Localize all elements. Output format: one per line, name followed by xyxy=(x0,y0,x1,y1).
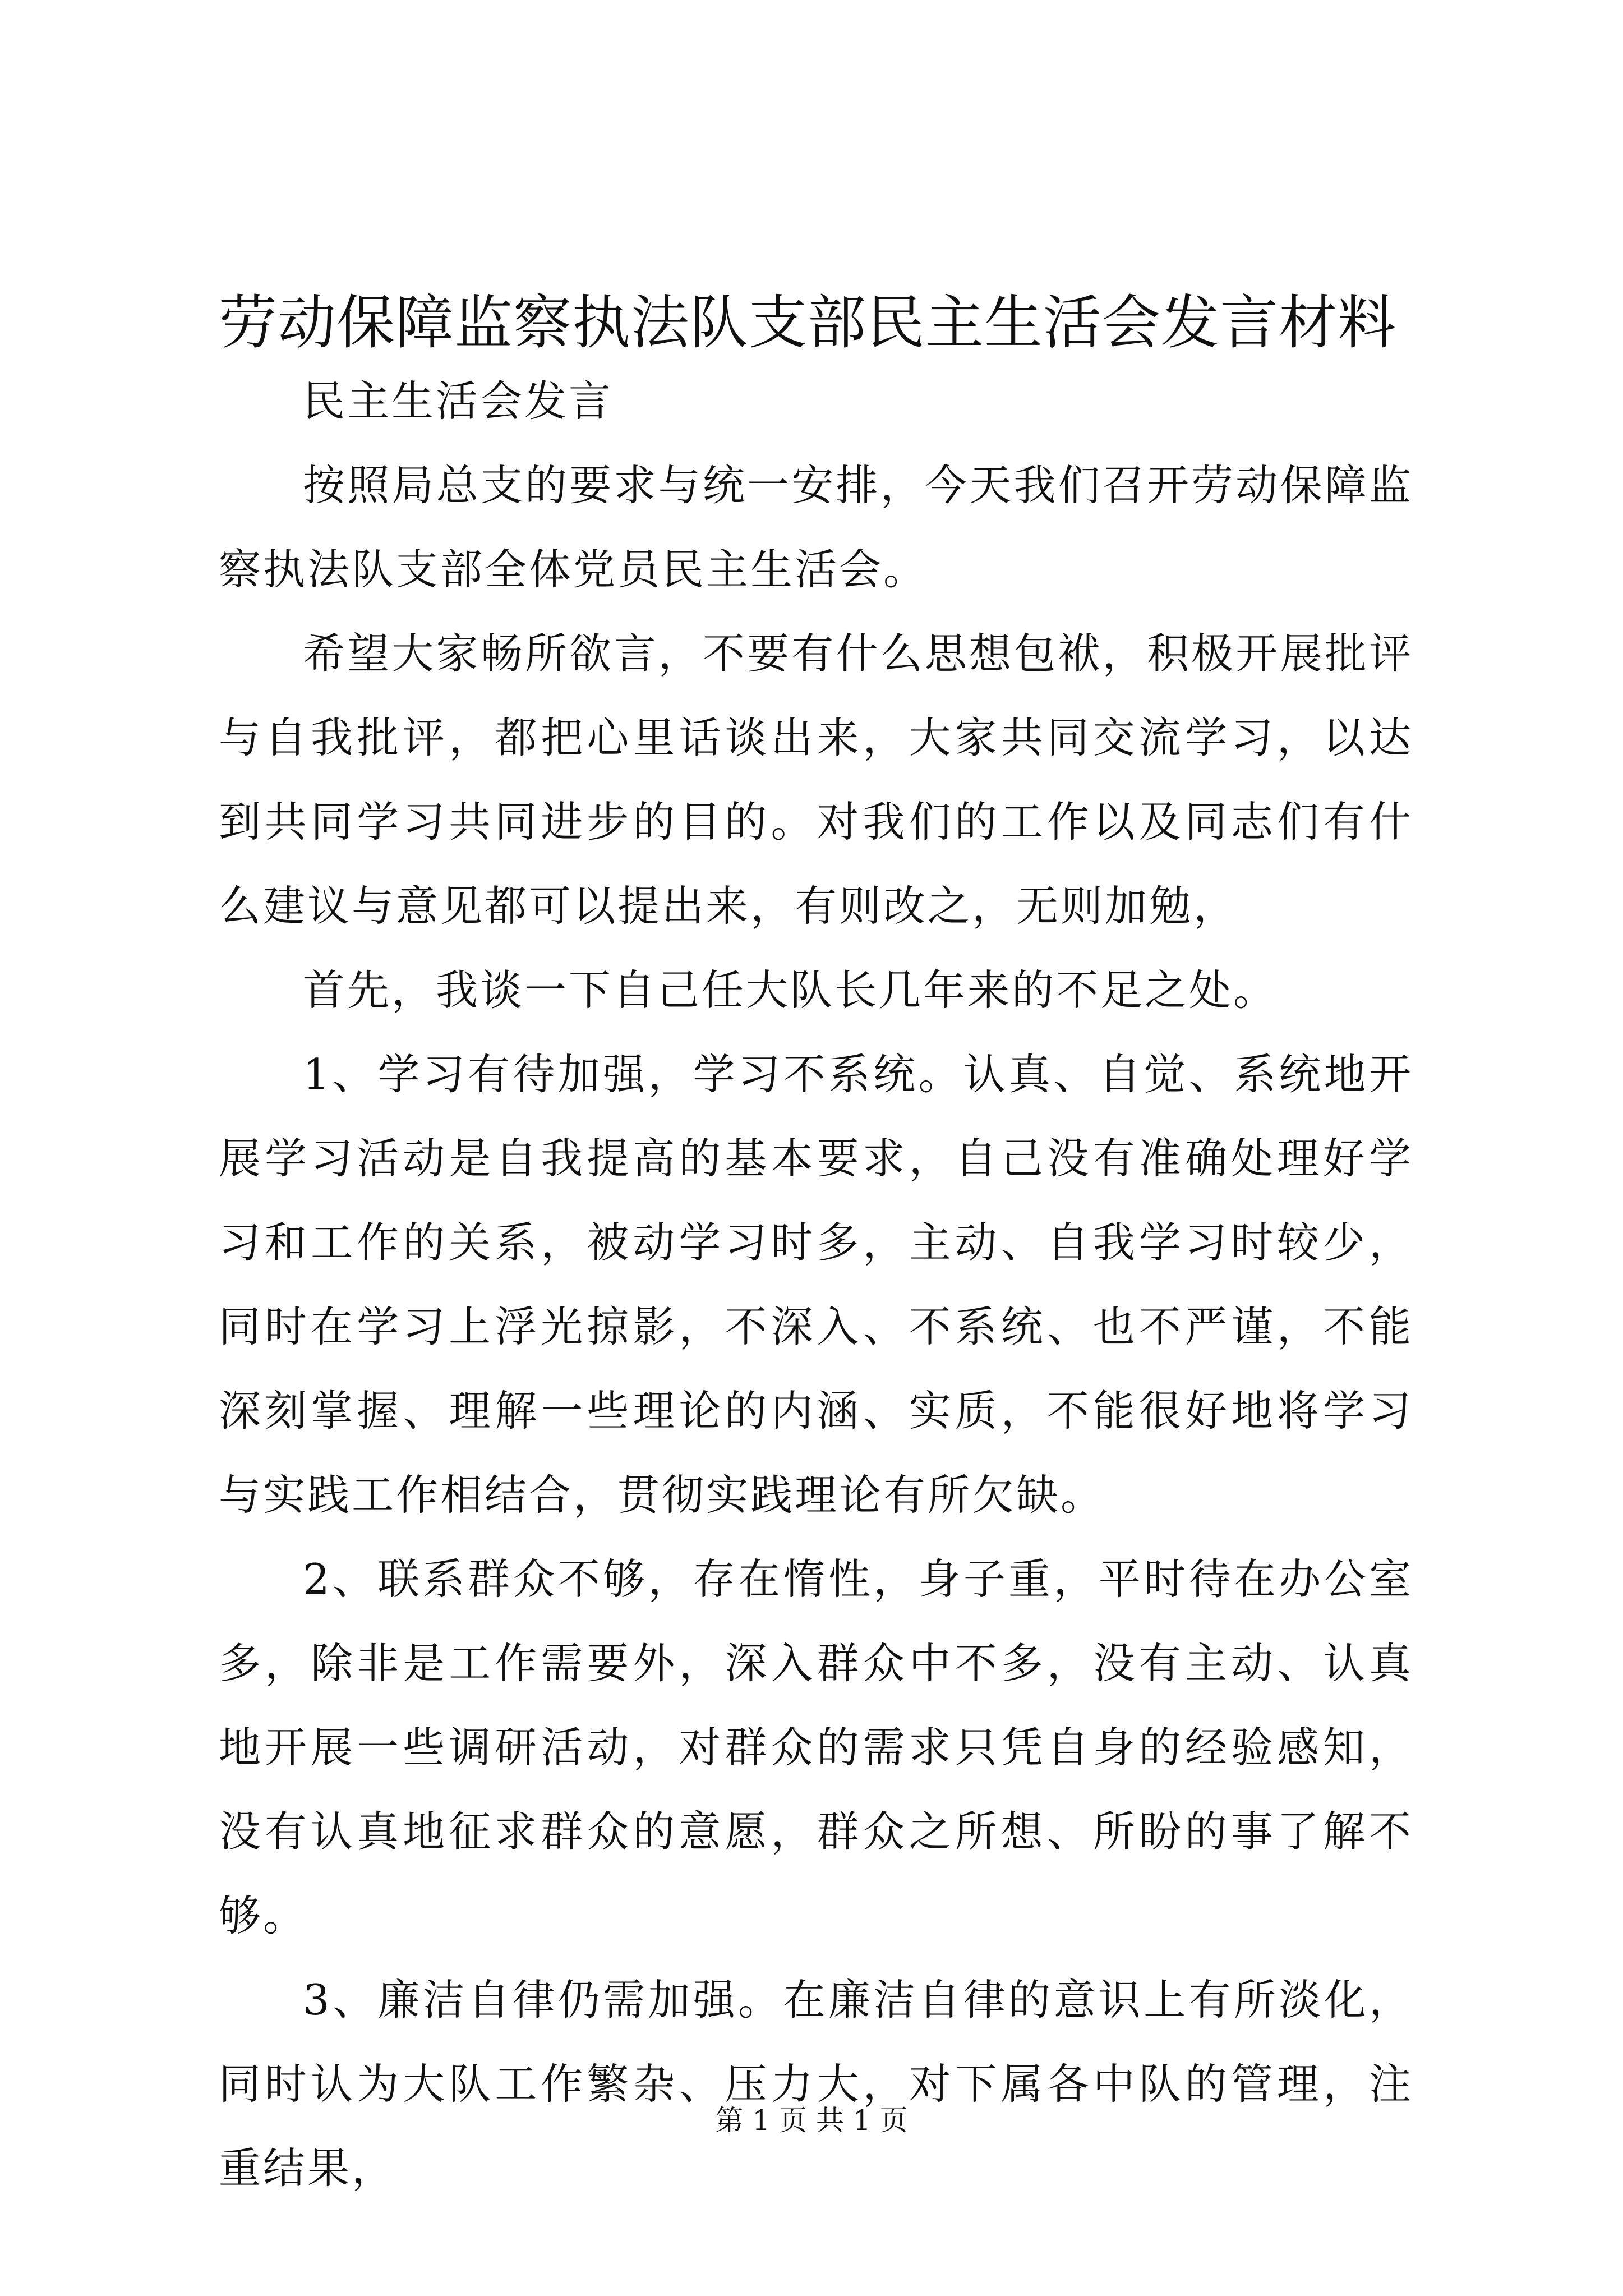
paragraph-intro: 按照局总支的要求与统一安排，今天我们召开劳动保障监察执法队支部全体党员民主生活会。 xyxy=(219,461,1413,594)
document-body xyxy=(219,359,1413,2210)
paragraph-point-1: 1、学习有待加强，学习不系统。认真、自觉、系统地开展学习活动是自我提高的基本要求，自己没有准确处理好学习和工作的关系，被动学习时多，主动、自我学习时较少，同时在学习上浮光掠影，不深入、不系统、也不严谨，不能深刻掌握、理解一些理论的内涵、实质，不能很好地将学习与实践工作相结合，贯彻实践理论有所欠缺。 xyxy=(219,1050,1413,1520)
document-title: 劳动保障监察执法队支部民主生活会发言材料 xyxy=(219,288,1397,357)
page-footer: 第 1 页 共 1 页 xyxy=(715,2104,908,2137)
paragraph-subheading: 民主生活会发言 xyxy=(303,376,614,426)
paragraph-encouragement: 希望大家畅所欲言，不要有什么思想包袱，积极开展批评与自我批评，都把心里话谈出来，大家共同交流学习，以达到共同学习共同进步的目的。对我们的工作以及同志们有什么建议与意见都可以提出来，有则改之，无则加勉， xyxy=(219,629,1413,931)
paragraph-point-3: 3、廉洁自律仍需加强。在廉洁自律的意识上有所淡化，同时认为大队工作繁杂、压力大，对下属各中队的管理，注重结果， xyxy=(219,1975,1413,2193)
paragraph-point-2: 2、联系群众不够，存在惰性，身子重，平时待在办公室多，除非是工作需要外，深入群众中不多，没有主动、认真地开展一些调研活动，对群众的需求只凭自身的经验感知，没有认真地征求群众的意愿，群众之所想、所盼的事了解不够。 xyxy=(219,1554,1413,1940)
paragraph-shortcomings-intro: 首先，我谈一下自己任大队长几年来的不足之处。 xyxy=(303,965,1278,1015)
